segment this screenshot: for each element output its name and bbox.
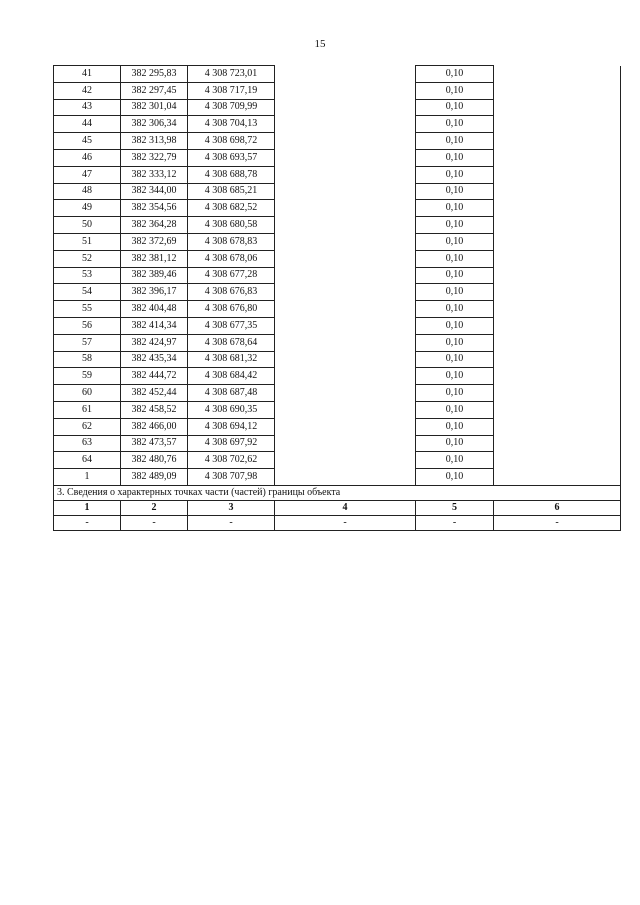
point-number-cell: 59	[54, 368, 121, 385]
table-row	[54, 99, 621, 116]
empty-cell	[494, 317, 621, 334]
empty-cell	[275, 317, 416, 334]
section3-value-cell: -	[275, 515, 416, 530]
section3-header-row	[54, 500, 621, 515]
x-coordinate-cell: 382 344,00	[121, 183, 188, 200]
section3-title: 3. Сведения о характерных точках части (частей) границы объекта	[54, 485, 621, 500]
x-coordinate-cell: 382 466,00	[121, 418, 188, 435]
empty-cell	[275, 368, 416, 385]
table-row	[54, 301, 621, 318]
section3-body	[54, 485, 621, 530]
table-row	[54, 469, 621, 486]
precision-cell: 0,10	[416, 418, 494, 435]
empty-cell	[275, 267, 416, 284]
table-row	[54, 183, 621, 200]
table-row	[54, 351, 621, 368]
point-number-cell: 48	[54, 183, 121, 200]
y-coordinate-cell: 4 308 688,78	[188, 166, 275, 183]
point-number-cell: 53	[54, 267, 121, 284]
section3-title-row	[54, 485, 621, 500]
table-row	[54, 284, 621, 301]
empty-cell	[275, 66, 416, 83]
empty-cell	[494, 334, 621, 351]
precision-cell: 0,10	[416, 401, 494, 418]
table-row	[54, 317, 621, 334]
x-coordinate-cell: 382 381,12	[121, 250, 188, 267]
section3-value-cell: -	[121, 515, 188, 530]
precision-cell: 0,10	[416, 351, 494, 368]
table-row	[54, 385, 621, 402]
table-row	[54, 452, 621, 469]
empty-cell	[275, 284, 416, 301]
x-coordinate-cell: 382 295,83	[121, 66, 188, 83]
precision-cell: 0,10	[416, 368, 494, 385]
empty-cell	[275, 301, 416, 318]
empty-cell	[494, 435, 621, 452]
table-row	[54, 250, 621, 267]
section3-header-cell: 6	[494, 500, 621, 515]
empty-cell	[275, 233, 416, 250]
y-coordinate-cell: 4 308 676,83	[188, 284, 275, 301]
empty-cell	[494, 267, 621, 284]
table-row	[54, 149, 621, 166]
section3-value-cell: -	[54, 515, 121, 530]
empty-cell	[275, 183, 416, 200]
y-coordinate-cell: 4 308 684,42	[188, 368, 275, 385]
empty-cell	[275, 435, 416, 452]
point-number-cell: 45	[54, 133, 121, 150]
y-coordinate-cell: 4 308 697,92	[188, 435, 275, 452]
y-coordinate-cell: 4 308 709,99	[188, 99, 275, 116]
empty-cell	[275, 116, 416, 133]
empty-cell	[494, 166, 621, 183]
x-coordinate-cell: 382 458,52	[121, 401, 188, 418]
point-number-cell: 61	[54, 401, 121, 418]
empty-cell	[275, 166, 416, 183]
table-row	[54, 200, 621, 217]
empty-cell	[494, 66, 621, 83]
empty-cell	[275, 418, 416, 435]
empty-cell	[275, 149, 416, 166]
empty-cell	[494, 368, 621, 385]
empty-cell	[275, 351, 416, 368]
table-row	[54, 334, 621, 351]
y-coordinate-cell: 4 308 685,21	[188, 183, 275, 200]
precision-cell: 0,10	[416, 317, 494, 334]
precision-cell: 0,10	[416, 66, 494, 83]
x-coordinate-cell: 382 313,98	[121, 133, 188, 150]
y-coordinate-cell: 4 308 677,28	[188, 267, 275, 284]
precision-cell: 0,10	[416, 82, 494, 99]
point-number-cell: 50	[54, 217, 121, 234]
table-row	[54, 418, 621, 435]
precision-cell: 0,10	[416, 233, 494, 250]
precision-cell: 0,10	[416, 452, 494, 469]
empty-cell	[275, 82, 416, 99]
y-coordinate-cell: 4 308 698,72	[188, 133, 275, 150]
point-number-cell: 52	[54, 250, 121, 267]
x-coordinate-cell: 382 404,48	[121, 301, 188, 318]
precision-cell: 0,10	[416, 149, 494, 166]
empty-cell	[494, 217, 621, 234]
point-number-cell: 57	[54, 334, 121, 351]
empty-cell	[494, 133, 621, 150]
section3-header-cell: 1	[54, 500, 121, 515]
section3-value-cell: -	[188, 515, 275, 530]
table-row	[54, 66, 621, 83]
x-coordinate-cell: 382 297,45	[121, 82, 188, 99]
x-coordinate-cell: 382 364,28	[121, 217, 188, 234]
x-coordinate-cell: 382 306,34	[121, 116, 188, 133]
y-coordinate-cell: 4 308 704,13	[188, 116, 275, 133]
table-row	[54, 166, 621, 183]
table-row	[54, 217, 621, 234]
section3-header-cell: 5	[416, 500, 494, 515]
precision-cell: 0,10	[416, 435, 494, 452]
empty-cell	[275, 385, 416, 402]
y-coordinate-cell: 4 308 678,83	[188, 233, 275, 250]
point-number-cell: 54	[54, 284, 121, 301]
empty-cell	[275, 200, 416, 217]
precision-cell: 0,10	[416, 183, 494, 200]
point-number-cell: 64	[54, 452, 121, 469]
x-coordinate-cell: 382 372,69	[121, 233, 188, 250]
point-number-cell: 1	[54, 469, 121, 486]
point-number-cell: 47	[54, 166, 121, 183]
section3-header-cell: 3	[188, 500, 275, 515]
y-coordinate-cell: 4 308 690,35	[188, 401, 275, 418]
empty-cell	[275, 217, 416, 234]
empty-cell	[494, 233, 621, 250]
section3-header-cell: 2	[121, 500, 188, 515]
y-coordinate-cell: 4 308 681,32	[188, 351, 275, 368]
y-coordinate-cell: 4 308 723,01	[188, 66, 275, 83]
point-number-cell: 43	[54, 99, 121, 116]
precision-cell: 0,10	[416, 116, 494, 133]
page-number: 15	[314, 38, 326, 50]
x-coordinate-cell: 382 444,72	[121, 368, 188, 385]
point-number-cell: 44	[54, 116, 121, 133]
y-coordinate-cell: 4 308 717,19	[188, 82, 275, 99]
empty-cell	[494, 200, 621, 217]
empty-cell	[275, 250, 416, 267]
y-coordinate-cell: 4 308 676,80	[188, 301, 275, 318]
y-coordinate-cell: 4 308 677,35	[188, 317, 275, 334]
table-row	[54, 116, 621, 133]
point-number-cell: 42	[54, 82, 121, 99]
point-number-cell: 62	[54, 418, 121, 435]
point-number-cell: 58	[54, 351, 121, 368]
empty-cell	[494, 183, 621, 200]
boundary-points-table	[53, 65, 621, 531]
section3-value-row	[54, 515, 621, 530]
x-coordinate-cell: 382 435,34	[121, 351, 188, 368]
x-coordinate-cell: 382 301,04	[121, 99, 188, 116]
x-coordinate-cell: 382 414,34	[121, 317, 188, 334]
section3-value-cell: -	[416, 515, 494, 530]
empty-cell	[494, 82, 621, 99]
empty-cell	[494, 469, 621, 486]
empty-cell	[494, 250, 621, 267]
point-number-cell: 41	[54, 66, 121, 83]
table-row	[54, 233, 621, 250]
precision-cell: 0,10	[416, 200, 494, 217]
empty-cell	[494, 149, 621, 166]
section3-value-cell: -	[494, 515, 621, 530]
x-coordinate-cell: 382 424,97	[121, 334, 188, 351]
empty-cell	[494, 452, 621, 469]
empty-cell	[494, 385, 621, 402]
empty-cell	[275, 469, 416, 486]
empty-cell	[275, 133, 416, 150]
precision-cell: 0,10	[416, 334, 494, 351]
precision-cell: 0,10	[416, 166, 494, 183]
y-coordinate-cell: 4 308 702,62	[188, 452, 275, 469]
precision-cell: 0,10	[416, 250, 494, 267]
x-coordinate-cell: 382 452,44	[121, 385, 188, 402]
empty-cell	[494, 301, 621, 318]
empty-cell	[494, 99, 621, 116]
precision-cell: 0,10	[416, 217, 494, 234]
precision-cell: 0,10	[416, 133, 494, 150]
x-coordinate-cell: 382 354,56	[121, 200, 188, 217]
precision-cell: 0,10	[416, 267, 494, 284]
x-coordinate-cell: 382 480,76	[121, 452, 188, 469]
table-row	[54, 435, 621, 452]
x-coordinate-cell: 382 333,12	[121, 166, 188, 183]
empty-cell	[275, 99, 416, 116]
precision-cell: 0,10	[416, 284, 494, 301]
x-coordinate-cell: 382 389,46	[121, 267, 188, 284]
y-coordinate-cell: 4 308 680,58	[188, 217, 275, 234]
table-row	[54, 267, 621, 284]
empty-cell	[494, 351, 621, 368]
empty-cell	[275, 452, 416, 469]
precision-cell: 0,10	[416, 301, 494, 318]
section3-header-cell: 4	[275, 500, 416, 515]
x-coordinate-cell: 382 473,57	[121, 435, 188, 452]
empty-cell	[494, 401, 621, 418]
x-coordinate-cell: 382 396,17	[121, 284, 188, 301]
point-number-cell: 51	[54, 233, 121, 250]
empty-cell	[494, 116, 621, 133]
precision-cell: 0,10	[416, 385, 494, 402]
y-coordinate-cell: 4 308 678,64	[188, 334, 275, 351]
precision-cell: 0,10	[416, 99, 494, 116]
point-number-cell: 49	[54, 200, 121, 217]
y-coordinate-cell: 4 308 682,52	[188, 200, 275, 217]
table-row	[54, 368, 621, 385]
y-coordinate-cell: 4 308 707,98	[188, 469, 275, 486]
y-coordinate-cell: 4 308 678,06	[188, 250, 275, 267]
point-number-cell: 56	[54, 317, 121, 334]
point-number-cell: 60	[54, 385, 121, 402]
x-coordinate-cell: 382 489,09	[121, 469, 188, 486]
y-coordinate-cell: 4 308 693,57	[188, 149, 275, 166]
empty-cell	[275, 401, 416, 418]
precision-cell: 0,10	[416, 469, 494, 486]
empty-cell	[494, 418, 621, 435]
y-coordinate-cell: 4 308 687,48	[188, 385, 275, 402]
empty-cell	[275, 334, 416, 351]
table-row	[54, 401, 621, 418]
point-number-cell: 55	[54, 301, 121, 318]
points-table-body	[54, 66, 621, 486]
empty-cell	[494, 284, 621, 301]
point-number-cell: 63	[54, 435, 121, 452]
x-coordinate-cell: 382 322,79	[121, 149, 188, 166]
point-number-cell: 46	[54, 149, 121, 166]
table-row	[54, 82, 621, 99]
table-row	[54, 133, 621, 150]
y-coordinate-cell: 4 308 694,12	[188, 418, 275, 435]
